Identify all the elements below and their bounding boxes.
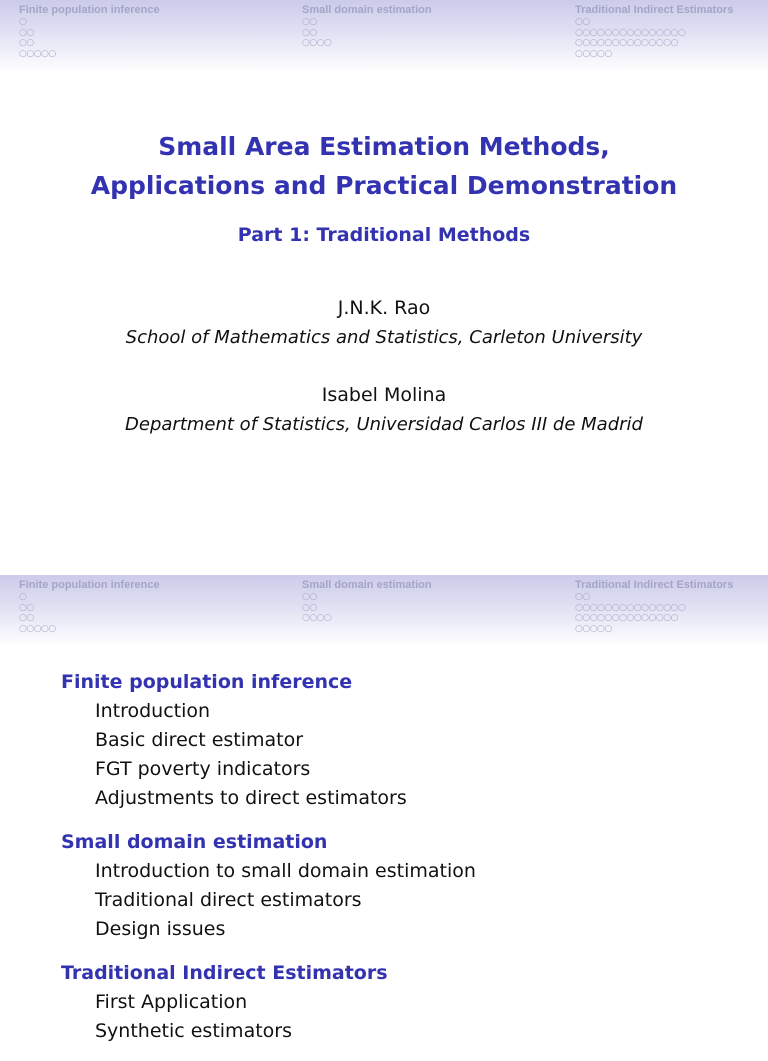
author-name: Isabel Molina bbox=[321, 384, 447, 406]
toc-subsection[interactable]: Adjustments to direct estimators bbox=[95, 787, 407, 809]
nav-section-title[interactable]: Traditional Indirect Estimators bbox=[575, 4, 734, 16]
section-navigation-bar bbox=[0, 0, 768, 72]
presentation-title bbox=[0, 127, 768, 205]
nav-slide-dots[interactable]: ○○ ○○ ○○○○ bbox=[302, 17, 332, 48]
nav-section-title[interactable]: Small domain estimation bbox=[302, 4, 432, 16]
toc-section-title[interactable]: Traditional Indirect Estimators bbox=[61, 962, 388, 984]
presentation-subtitle: Part 1: Traditional Methods bbox=[237, 224, 531, 246]
toc-subsection[interactable]: Introduction bbox=[95, 700, 211, 722]
nav-section-title[interactable]: Finite population inference bbox=[19, 4, 160, 16]
toc-subsection[interactable]: Synthetic estimators bbox=[95, 1020, 292, 1042]
toc-subsection[interactable]: FGT poverty indicators bbox=[95, 758, 311, 780]
title-line-2: Applications and Practical Demonstration bbox=[90, 171, 678, 200]
nav-slide-dots[interactable]: ○○ ○○○○○○○○○○○○○○○ ○○○○○○○○○○○○○○ ○○○○○ bbox=[575, 17, 686, 59]
nav-section-title[interactable]: Finite population inference bbox=[19, 579, 160, 591]
toc-subsection[interactable]: Basic direct estimator bbox=[95, 729, 304, 751]
toc-section bbox=[61, 828, 476, 944]
nav-slide-dots[interactable]: ○ ○○ ○○ ○○○○○ bbox=[19, 592, 56, 634]
nav-section-finite-population[interactable] bbox=[19, 3, 160, 59]
section-navigation-bar bbox=[0, 575, 768, 647]
toc-subsection[interactable]: Traditional direct estimators bbox=[95, 889, 362, 911]
toc-section bbox=[61, 959, 476, 1046]
toc-section bbox=[61, 668, 476, 813]
title-line-1: Small Area Estimation Methods, bbox=[158, 132, 610, 161]
nav-section-title[interactable]: Small domain estimation bbox=[302, 579, 432, 591]
author-name: J.N.K. Rao bbox=[337, 297, 431, 319]
toc-section-title[interactable]: Finite population inference bbox=[61, 671, 353, 693]
toc-subsection[interactable]: First Application bbox=[95, 991, 248, 1013]
nav-section-small-domain[interactable] bbox=[302, 578, 432, 624]
toc-subsection[interactable]: Design issues bbox=[95, 918, 226, 940]
author-institution: Department of Statistics, Universidad Carlos III de Madrid bbox=[125, 414, 643, 435]
toc-subsection[interactable]: Introduction to small domain estimation bbox=[95, 860, 476, 882]
outline-slide bbox=[0, 575, 768, 1042]
author-institution: School of Mathematics and Statistics, Carleton University bbox=[125, 327, 643, 348]
nav-slide-dots[interactable]: ○ ○○ ○○ ○○○○○ bbox=[19, 17, 56, 59]
nav-slide-dots[interactable]: ○○ ○○ ○○○○ bbox=[302, 592, 332, 623]
nav-section-small-domain[interactable] bbox=[302, 3, 432, 49]
nav-section-traditional-indirect[interactable] bbox=[575, 3, 733, 59]
toc-section-title[interactable]: Small domain estimation bbox=[61, 831, 328, 853]
nav-slide-dots[interactable]: ○○ ○○○○○○○○○○○○○○○ ○○○○○○○○○○○○○○ ○○○○○ bbox=[575, 592, 686, 634]
nav-section-title[interactable]: Traditional Indirect Estimators bbox=[575, 579, 734, 591]
table-of-contents bbox=[61, 668, 476, 1061]
nav-section-traditional-indirect[interactable] bbox=[575, 578, 733, 634]
nav-section-finite-population[interactable] bbox=[19, 578, 160, 634]
